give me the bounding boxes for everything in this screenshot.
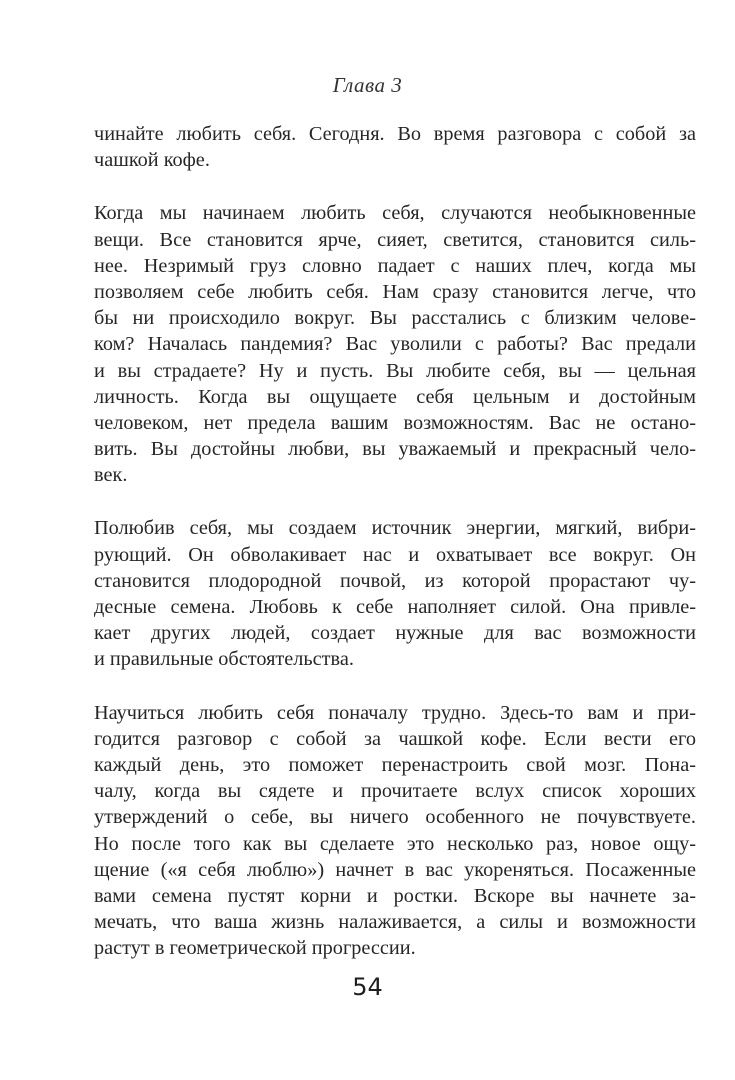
text-line: личность. Когда вы ощущаете себя цельным и достойным bbox=[94, 385, 696, 408]
text-line: век. bbox=[94, 464, 128, 487]
text-line: и вы страдаете? Ну и пусть. Вы любите себя, вы — цельная bbox=[94, 359, 696, 382]
text-line: бы ни происходило вокруг. Вы расстались с близким челове- bbox=[94, 307, 696, 330]
text-line: каждый день, это поможет перенастроить свой мозг. Пона- bbox=[94, 753, 696, 776]
text-line: кает других людей, создает нужные для вас возможности bbox=[94, 622, 696, 645]
text-line: десные семена. Любовь к себе наполняет силой. Она привле- bbox=[94, 596, 696, 618]
body-text bbox=[94, 121, 696, 988]
paragraph-3 bbox=[94, 515, 696, 672]
text-line: и правильные обстоятельства. bbox=[94, 648, 354, 671]
text-line: Но после того как вы сделаете это несколько раз, новое ощу- bbox=[94, 832, 696, 855]
text-line: ком? Началась пандемия? Вас уволили с работы? Вас предали bbox=[94, 333, 696, 356]
text-line: чинайте любить себя. Сегодня. Во время разговора с собой за bbox=[94, 123, 696, 145]
paragraph-1 bbox=[94, 121, 696, 173]
running-head: Глава 3 bbox=[332, 73, 403, 97]
text-line: вить. Вы достойны любви, вы уважаемый и прекрасный чело- bbox=[94, 438, 696, 461]
page-number: 54 bbox=[352, 973, 383, 1001]
text-line: вещи. Все становится ярче, сияет, светится, становится силь- bbox=[94, 228, 696, 251]
text-line: утверждений о себе, вы ничего особенного не почувствуете. bbox=[94, 806, 696, 829]
text-line: позволяем себе любить себя. Нам сразу становится легче, что bbox=[94, 280, 696, 303]
text-line: человеком, нет предела вашим возможностям. Вас не остано- bbox=[94, 411, 696, 434]
text-line: чашкой кофе. bbox=[94, 149, 210, 172]
text-line: Полюбив себя, мы создаем источник энергии, мягкий, вибри- bbox=[94, 517, 696, 540]
text-line: щение («я себя люблю») начнет в вас укореняться. Посаженные bbox=[94, 858, 696, 881]
text-line: рующий. Он обволакивает нас и охватывает все вокруг. Он bbox=[94, 543, 696, 566]
text-line: вами семена пустят корни и ростки. Вскоре вы начнете за- bbox=[94, 884, 696, 907]
paragraph-2 bbox=[94, 200, 696, 488]
paragraph-4 bbox=[94, 700, 696, 962]
text-line: нее. Незримый груз словно падает с наших плеч, когда мы bbox=[94, 254, 696, 277]
text-line: Научиться любить себя поначалу трудно. Здесь-то вам и при- bbox=[94, 701, 696, 724]
text-line: мечать, что ваша жизнь налаживается, а силы и возможности bbox=[94, 911, 696, 934]
text-line: Когда мы начинаем любить себя, случаются необыкновенные bbox=[94, 202, 696, 225]
text-line: годится разговор с собой за чашкой кофе. Если вести его bbox=[94, 727, 696, 750]
text-line: чалу, когда вы сядете и прочитаете вслух список хороших bbox=[94, 780, 696, 803]
text-line: растут в геометрической прогрессии. bbox=[94, 937, 416, 960]
text-line: становится плодородной почвой, из которой прорастают чу- bbox=[94, 569, 696, 592]
